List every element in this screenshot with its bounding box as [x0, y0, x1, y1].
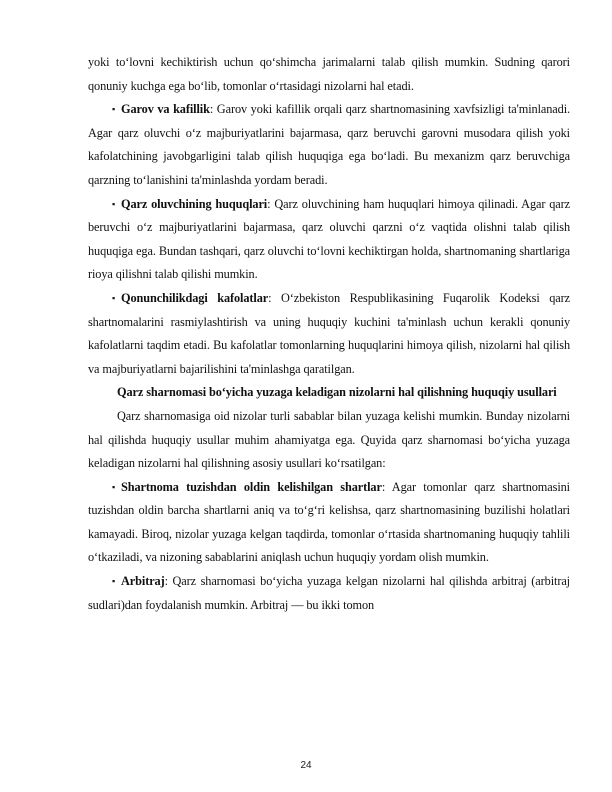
bullet-title: Shartnoma tuzishdan oldin kelishilgan shartlar [121, 479, 382, 494]
bullet-qonunchilik-kafolatlar [88, 287, 570, 381]
bullet-icon: ▪ [112, 292, 116, 303]
bullet-title: Garov va kafillik [121, 102, 210, 117]
bullet-kelishilgan-shartlar [88, 476, 570, 570]
bullet-icon: ▪ [112, 481, 116, 492]
bullet-arbitraj [88, 570, 570, 617]
document-page [88, 51, 570, 617]
bullet-text: : Agar tomonlar qarz shartnomasini tuzishdan oldin barcha shartlarni aniq va to‘g‘ri kelishsa, qarz shartnomasining buzilishi holatlari kamayadi. Biroq, nizolar yuzaga kelgan taqdirda, tomonlar o‘rtasida shartnomaning huquqiy tahlili o‘tkaziladi, va nizoning sabablarini aniqlash uchun huquqiy yordam olish mumkin. [88, 479, 570, 565]
bullet-title: Qarz oluvchining huquqlari [121, 196, 268, 211]
bullet-text: : Qarz sharnomasi bo‘yicha yuzaga kelgan nizolarni hal qilishda arbitraj (arbitraj sudlari)dan foydalanish mumkin. Arbitraj — bu ikki tomon [88, 574, 570, 612]
bullet-title: Qonunchilikdagi kafolatlar [121, 290, 269, 305]
bullet-text: : Garov yoki kafillik orqali qarz shartnomasining xavfsizligi ta'minlanadi. Agar qarz oluvchi o‘z majburiyatlarini bajarmasa, qarz beruvchi garovni musodara qilish yoki kafolatchining javobgarligini talab qilish huquqiga ega bo‘ladi. Bu mexanizm qarz beruvchiga qarzning to‘lanishini ta'minlashda yordam beradi. [88, 102, 570, 187]
bullet-icon: ▪ [112, 198, 116, 209]
bullet-text: : O‘zbekiston Respublikasining Fuqarolik Kodeksi qarz shartnomalarini rasmiylashtirish va uning huquqiy kuchini ta'minlash uchun kerakli qonuniy kafolatlarni taqdim etadi. Bu kafolatlar tomonlarning huquqlarini himoya qilish, nizolarni hal qilish va majburiyatlarni bajarilishini ta'minlashga qaratilgan. [88, 290, 570, 376]
paragraph-continuation: yoki to‘lovni kechiktirish uchun qo‘shimcha jarimalarni talab qilish mumkin. Sudning qarori qonuniy kuchga ega bo‘lib, tomonlar o‘rtasidagi nizolarni hal etadi. [88, 55, 570, 93]
section-heading: Qarz sharnomasi bo‘yicha yuzaga keladigan nizolarni hal qilishning huquqiy usullari [117, 385, 557, 400]
bullet-icon: ▪ [112, 576, 116, 587]
bullet-icon: ▪ [112, 104, 116, 115]
bullet-qarz-oluvchi-huquqlari [88, 193, 570, 287]
bullet-title: Arbitraj [121, 574, 165, 589]
bullet-text: : Qarz oluvchining ham huquqlari himoya qilinadi. Agar qarz beruvchi o‘z majburiyatlarini bajarmasa, qarz oluvchi qarzni o‘z vaqtida olishni talab qilish huquqiga ega. Bundan tashqari, qarz oluvchi to‘lovni kechiktirgan holda, shartnomaning shartlariga rioya qilishni talab qilishi mumkin. [88, 196, 571, 282]
page-number: 24 [300, 760, 312, 771]
paragraph-intro: Qarz sharnomasiga oid nizolar turli sabablar bilan yuzaga kelishi mumkin. Bunday nizolarni hal qilishda huquqiy usullar muhim ahamiyatga ega. Quyida qarz sharnomasi bo‘yicha yuzaga keladigan nizolarni hal qilishning asosiy usullari ko‘rsatilgan: [88, 408, 570, 471]
bullet-garov-kafillik [88, 98, 570, 192]
